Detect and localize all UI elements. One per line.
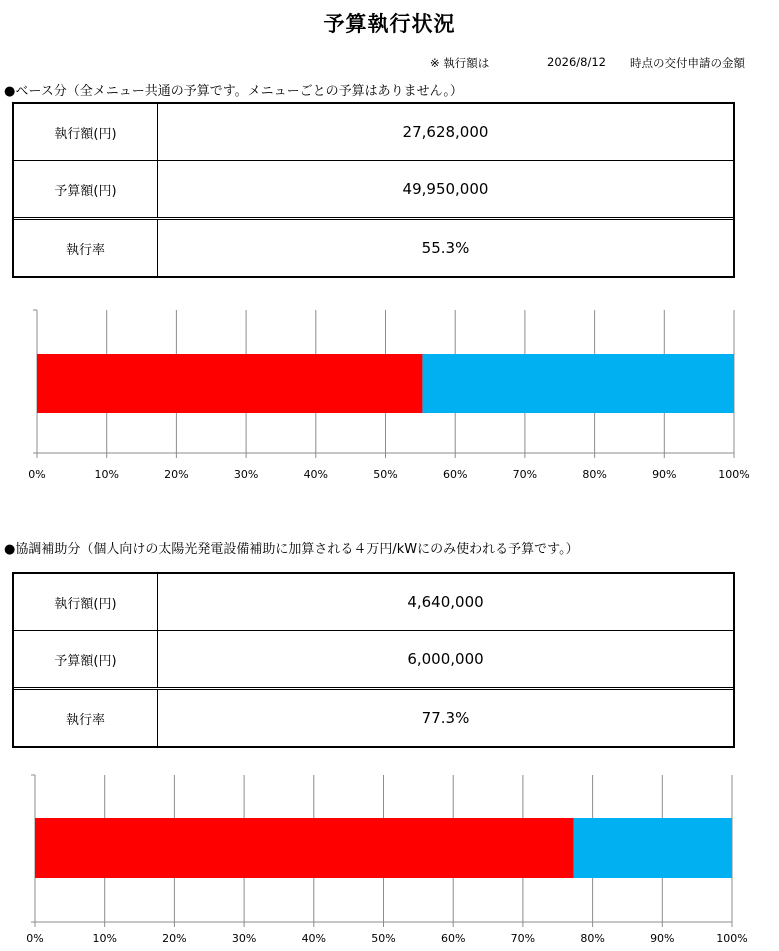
- row-label: 執行率: [14, 690, 158, 746]
- row-value: 27,628,000: [402, 123, 489, 141]
- x-tick-label: 80%: [582, 468, 607, 481]
- x-tick-label: 50%: [371, 932, 396, 945]
- x-tick-label: 20%: [164, 468, 189, 481]
- base-section-heading: ●ベース分（全メニュー共通の予算です。メニューごとの予算はありません。）: [4, 84, 463, 99]
- x-tick-label: 100%: [716, 932, 748, 945]
- x-tick-label: 40%: [303, 468, 329, 481]
- table-row: [14, 631, 733, 690]
- x-tick-label: 0%: [28, 468, 46, 481]
- table-row: [14, 690, 733, 746]
- row-value: 49,950,000: [402, 180, 489, 198]
- x-tick-label: 70%: [510, 932, 536, 945]
- note-suffix: 時点の交付申請の金額: [630, 56, 745, 70]
- remaining-bar: [574, 818, 732, 878]
- x-tick-label: 100%: [718, 468, 750, 481]
- row-value: 77.3%: [421, 709, 470, 727]
- cooperative-execution-chart: [0, 765, 779, 951]
- x-tick-label: 90%: [652, 468, 677, 481]
- row-value: 4,640,000: [407, 593, 484, 611]
- note-prefix: ※ 執行額は: [430, 56, 490, 70]
- x-tick-label: 30%: [233, 468, 259, 481]
- row-label: 執行額(円): [14, 574, 158, 630]
- x-tick-label: 0%: [26, 932, 44, 945]
- note-date: 2026/8/12: [547, 55, 606, 69]
- executed-bar: [37, 354, 422, 413]
- x-tick-label: 40%: [301, 932, 327, 945]
- table-row: [14, 574, 733, 631]
- row-label: 予算額(円): [14, 161, 158, 217]
- row-value: 55.3%: [421, 239, 470, 257]
- row-label: 予算額(円): [14, 631, 158, 687]
- remaining-bar: [422, 354, 734, 413]
- page-title: 予算執行状況: [323, 12, 456, 36]
- cooperative-budget-table: [12, 572, 735, 748]
- x-tick-label: 50%: [373, 468, 398, 481]
- table-row: [14, 104, 733, 161]
- table-row: [14, 220, 733, 276]
- x-tick-label: 60%: [440, 932, 466, 945]
- row-value: 6,000,000: [407, 650, 484, 668]
- x-tick-label: 80%: [580, 932, 605, 945]
- x-tick-label: 10%: [92, 932, 117, 945]
- x-tick-label: 30%: [231, 932, 257, 945]
- x-tick-label: 70%: [512, 468, 538, 481]
- table-row: [14, 161, 733, 220]
- base-execution-chart: [0, 300, 779, 490]
- row-label: 執行額(円): [14, 104, 158, 160]
- cooperative-section-heading: ●協調補助分（個人向けの太陽光発電設備補助に加算される４万円/kWにのみ使われる予算です。）: [4, 542, 579, 557]
- x-tick-label: 60%: [442, 468, 468, 481]
- row-label: 執行率: [14, 220, 158, 276]
- base-budget-table: [12, 102, 735, 278]
- x-tick-label: 10%: [94, 468, 119, 481]
- executed-bar: [35, 818, 574, 878]
- x-tick-label: 90%: [650, 932, 675, 945]
- x-tick-label: 20%: [162, 932, 187, 945]
